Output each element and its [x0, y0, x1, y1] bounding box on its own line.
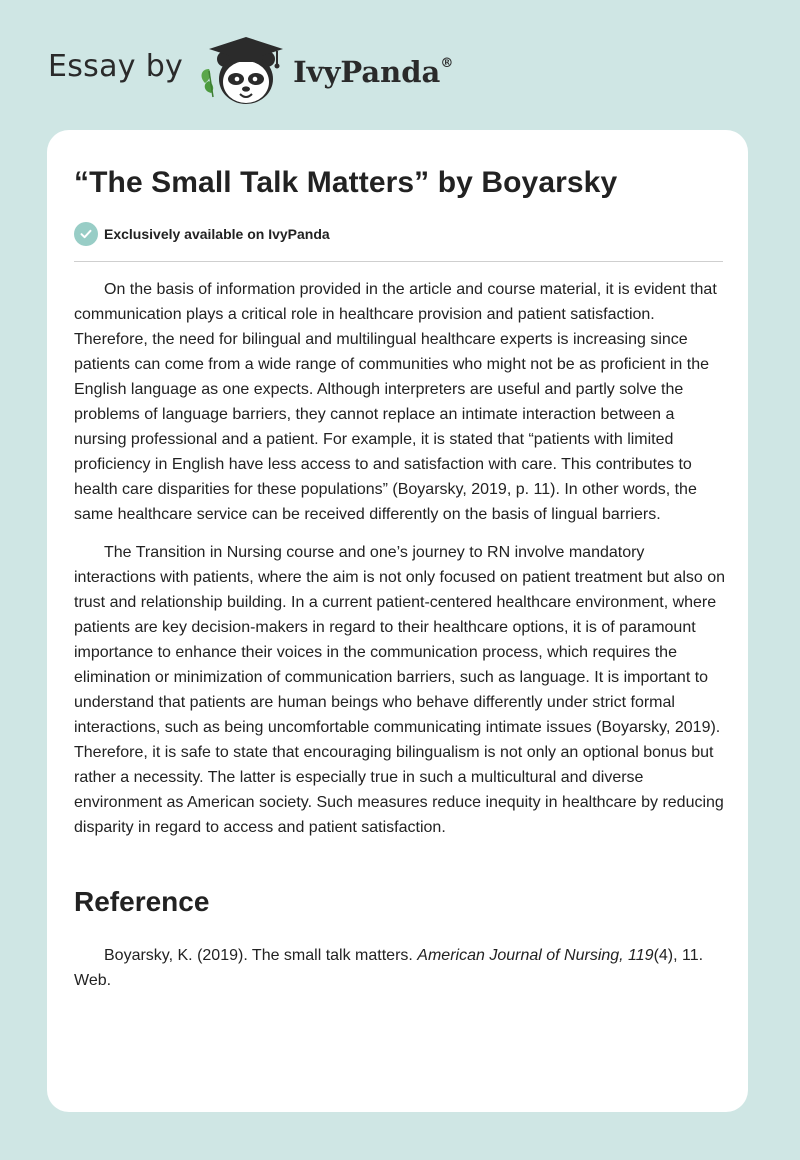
essay-card: [47, 130, 748, 1112]
exclusive-badge: [74, 222, 330, 246]
title-divider: [74, 261, 723, 262]
reference-heading: Reference: [74, 886, 210, 917]
reference-entry: [74, 943, 726, 993]
reference-journal: American Journal of Nursing, 119: [417, 947, 654, 964]
paragraph: On the basis of information provided in the article and course material, it is evident that communication plays a critical role in healthcare provision and patient satisfaction. Therefore, the need for bilingual and multilingual healthcare experts is increasing since patients can come from a wide range of communities who might not be as proficient in the English language as one expects. Although interpreters are useful and partly solve the problems of language barriers, they cannot replace an intimate interaction between a nursing professional and a patient. For example, it is stated that “patients with limited proficiency in English have less access to and satisfaction with care. This contributes to health care disparities for these populations” (Boyarsky, 2019, p. 11). In other words, the same healthcare service can be received differently on the basis of lingual barriers.: [74, 281, 717, 523]
brand-name[interactable]: [293, 55, 453, 89]
registered-mark: ®: [440, 56, 454, 72]
brand-label: IvyPanda: [293, 55, 441, 89]
site-header: [48, 30, 453, 110]
paragraph: The Transition in Nursing course and one’s journey to RN involve mandatory interactions with patients, where the aim is not only focused on patient treatment but also on trust and relationship building. In a current patient-centered healthcare environment, where patients are key decision-makers in regard to their healthcare options, it is of paramount importance to enhance their voices in the communication process, which requires the elimination or minimization of communication barriers, such as language. It is important to understand that patients are human beings who behave differently under strict formal interactions, such as being uncomfortable communicating intimate issues (Boyarsky, 2019). Therefore, it is safe to state that encouraging bilingualism is not only an optional bonus but rather a necessity. The latter is especially true in such a multicultural and diverse environment as American society. Such measures reduce inequity in healthcare by reducing disparity in regard to access and patient satisfaction.: [74, 544, 726, 836]
essay-by-label: Essay by: [48, 48, 184, 84]
essay-body: [74, 277, 726, 853]
reference-issue-pages: (4), 11. Web.: [74, 947, 704, 989]
panda-logo-icon[interactable]: [197, 31, 289, 109]
reference-authors-title: Boyarsky, K. (2019). The small talk matters.: [104, 947, 418, 964]
check-icon: [74, 222, 98, 246]
badge-label: Exclusively available on IvyPanda: [104, 226, 330, 242]
page-title: “The Small Talk Matters” by Boyarsky: [74, 166, 618, 199]
